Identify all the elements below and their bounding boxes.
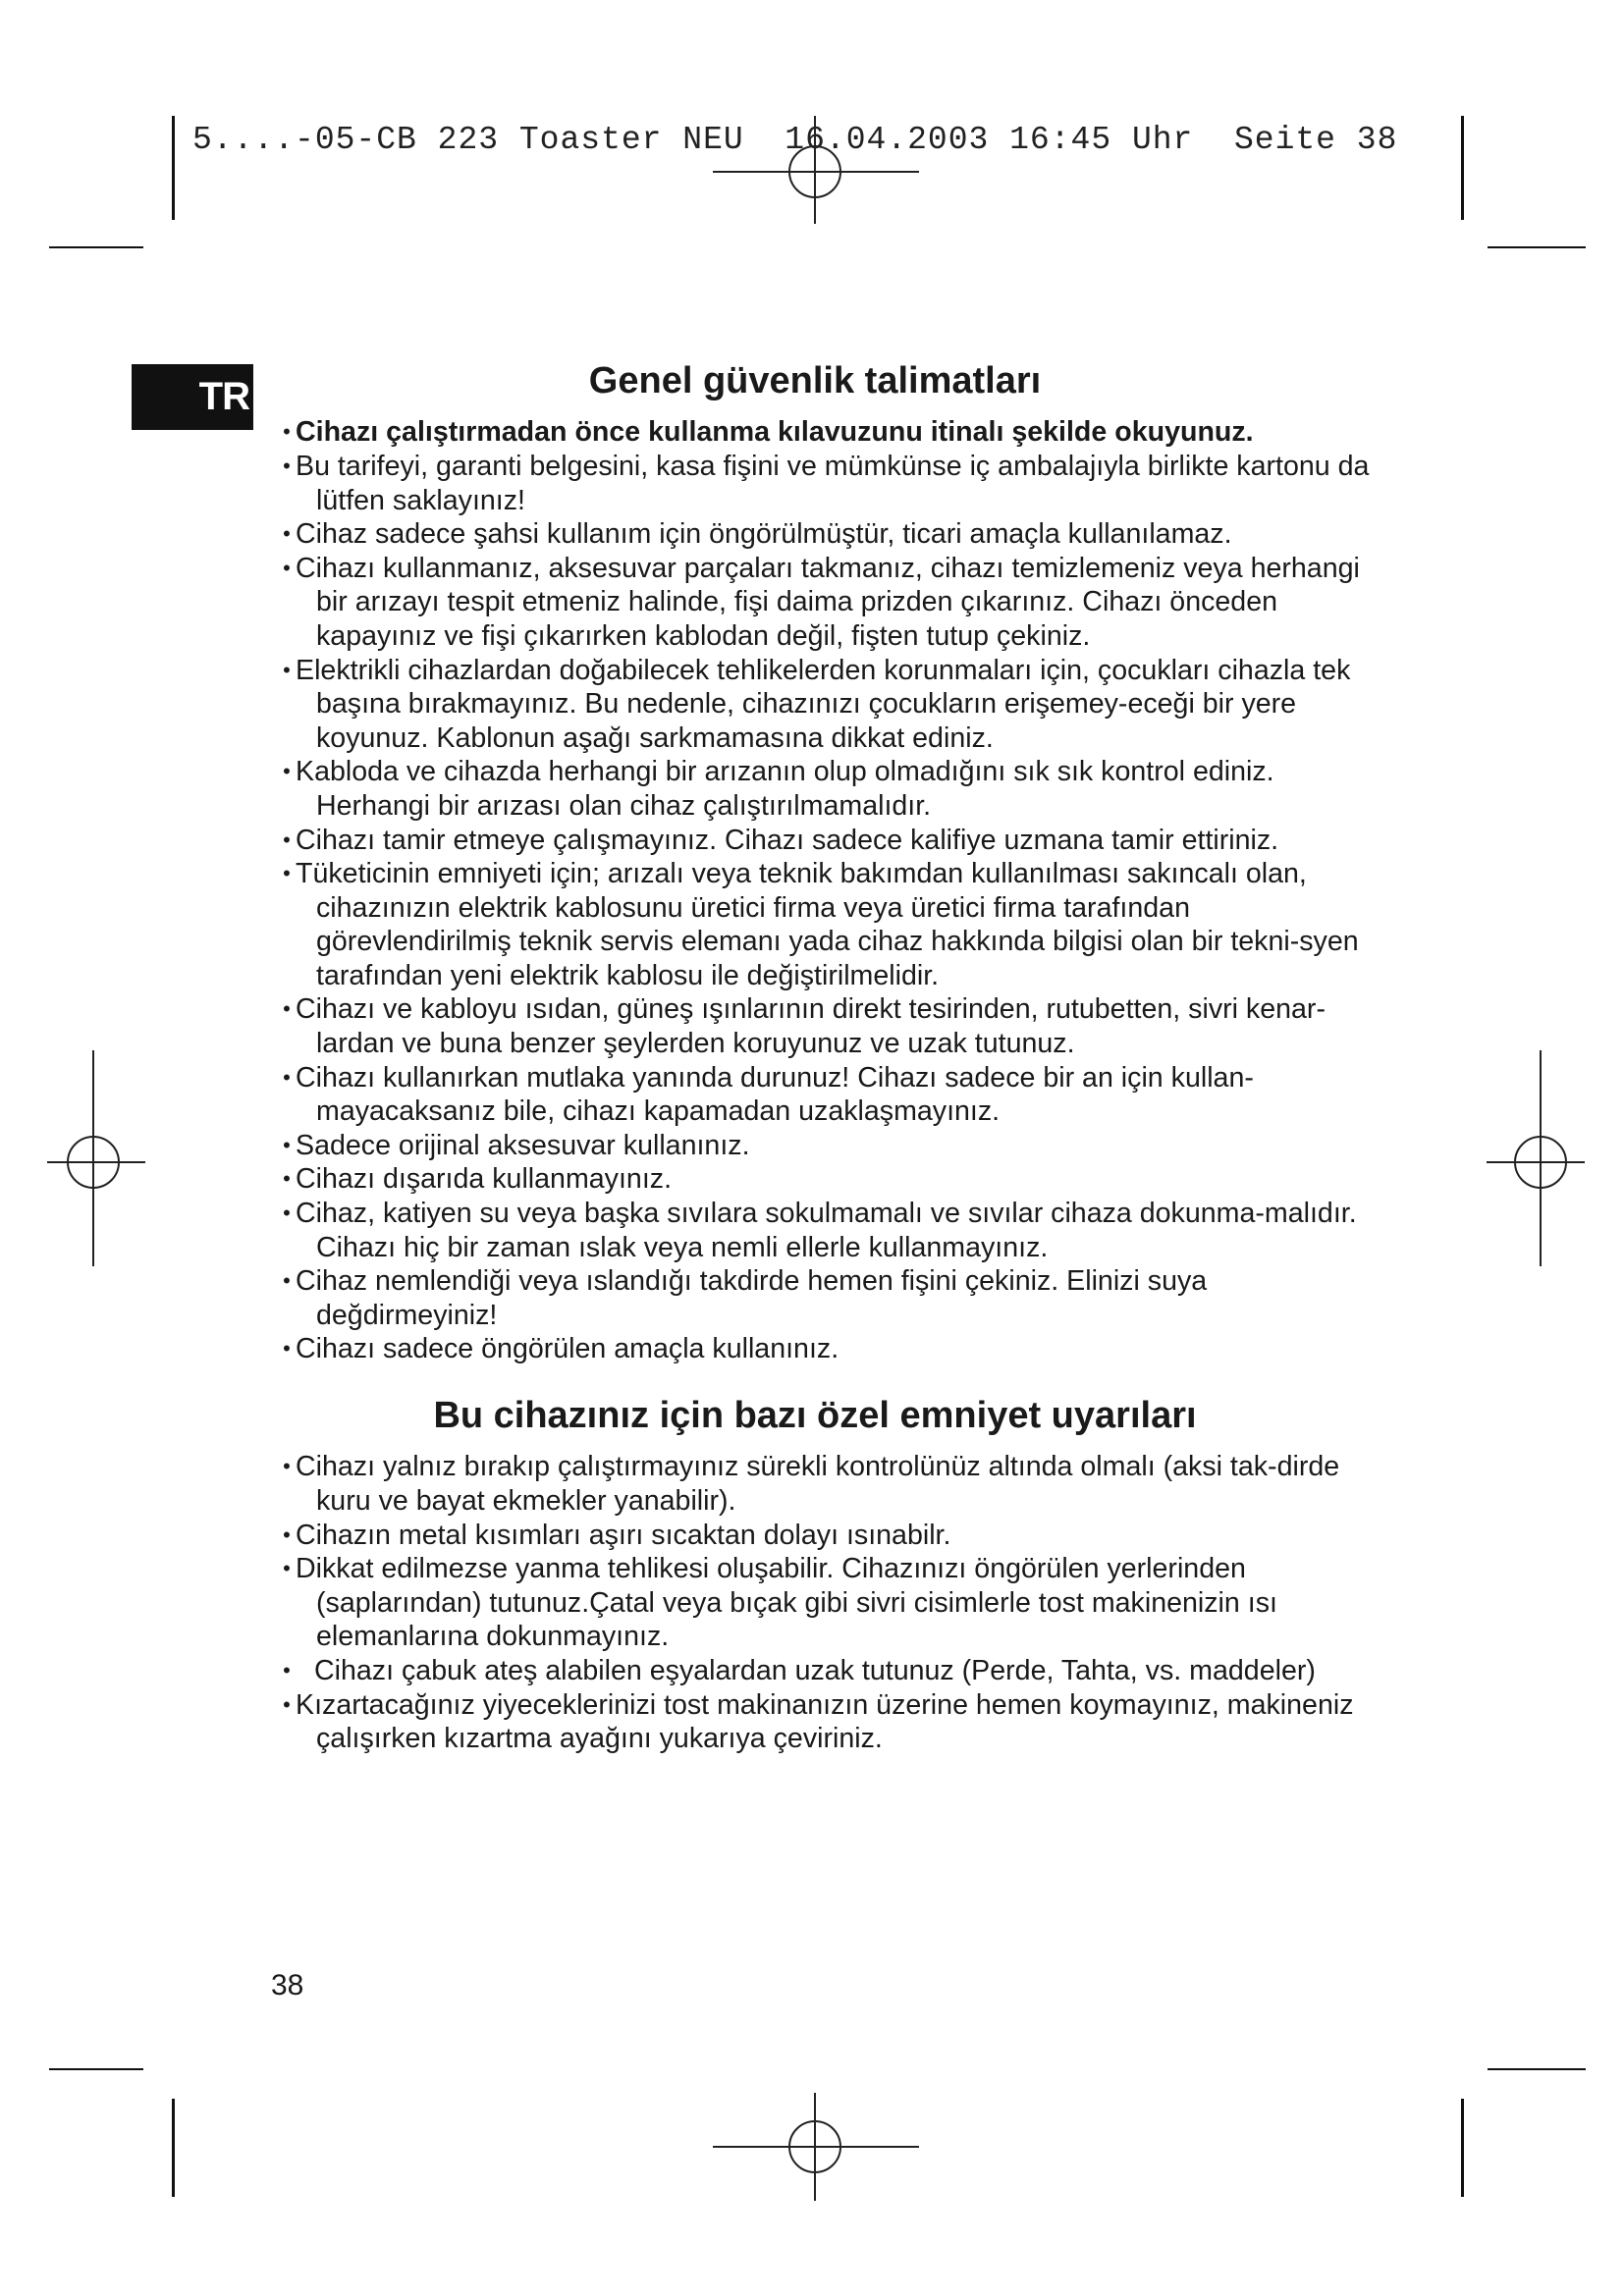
list-item: • Cihazı ve kabloyu ısıdan, güneş ışınlarının direkt tesirinden, rutubetten, sivri kenar-lardan ve buna benzer şeylerden koruyunuz ve uzak tutunuz.	[275, 992, 1375, 1060]
crop-mark-top-right-vertical	[1461, 116, 1464, 220]
list-item: • Cihaz, katiyen su veya başka sıvılara sokulmamalı ve sıvılar cihaza dokunma-malıdır. Cihazı hiç bir zaman ıslak veya nemli ellerle kullanmayınız.	[275, 1197, 1375, 1264]
list-item: • Cihaz nemlendiği veya ıslandığı takdirde hemen fişini çekiniz. Elinizi suya değdirmeyiniz!	[275, 1264, 1375, 1332]
list-item: • Dikkat edilmezse yanma tehlikesi oluşabilir. Cihazınızı öngörülen yerlerinden (saplarından) tutunuz.Çatal veya bıçak gibi sivri cisimlerle tost makinenizin ısı elemanlarına dokunmayınız.	[275, 1552, 1375, 1654]
list-item: • Cihazı kullanmanız, aksesuvar parçaları takmanız, cihazı temizlemeniz veya herhangi bir arızayı tespit etmeniz halinde, fişi daima prizden çıkarınız. Cihazı önceden kapayınız ve fişi çıkarırken kablodan değil, fişten tutup çekiniz.	[275, 552, 1375, 654]
general-safety-list	[275, 415, 1375, 1366]
list-item: • Cihazı sadece öngörülen amaçla kullanınız.	[275, 1332, 1375, 1366]
crop-mark-top-left-vertical	[172, 116, 175, 220]
section-title-general-safety: Genel güvenlik talimatları	[588, 360, 1042, 401]
list-item: • Cihaz sadece şahsi kullanım için öngörülmüştür, ticari amaçla kullanılamaz.	[275, 517, 1375, 552]
list-item: • Sadece orijinal aksesuvar kullanınız.	[275, 1129, 1375, 1163]
list-item: • Cihazı kullanırkan mutlaka yanında durunuz! Cihazı sadece bir an için kullan-mayacaksanız bile, cihazı kapamadan uzaklaşmayınız.	[275, 1061, 1375, 1129]
page-number: 38	[271, 1969, 304, 2002]
crop-mark-bottom-left-vertical	[172, 2099, 175, 2197]
list-item: • Cihazı yalnız bırakıp çalıştırmayınız sürekli kontrolünüz altında olmalı (aksi tak-dirde kuru ve bayat ekmekler yanabilir).	[275, 1450, 1375, 1518]
language-tab: TR	[132, 364, 253, 430]
registration-mark-bottom-icon	[713, 2093, 919, 2201]
list-item: • Kızartacağınız yiyeceklerinizi tost makinanızın üzerine hemen koymayınız, makineniz çalışırken kızartma ayağını yukarıya çeviriniz.	[275, 1688, 1375, 1756]
special-warnings-list	[275, 1450, 1375, 1755]
registration-mark-top-icon	[713, 116, 919, 224]
crop-mark-top-left-horizontal	[49, 246, 143, 248]
list-item: • Cihazın metal kısımları aşırı sıcaktan dolayı ısınabilr.	[275, 1519, 1375, 1553]
list-item: • Cihazı çalıştırmadan önce kullanma kılavuzunu itinalı şekilde okuyunuz.	[275, 415, 1375, 450]
main-content	[275, 357, 1375, 1756]
section-title-special-warnings: Bu cihazınız için bazı özel emniyet uyarıları	[433, 1395, 1197, 1437]
crop-mark-top-right-horizontal	[1488, 246, 1586, 248]
list-item: • Tüketicinin emniyeti için; arızalı veya teknik bakımdan kullanılması sakıncalı olan, cihazınızın elektrik kablosunu üretici firma veya üretici firma tarafından görevlendirilmiş teknik servis elemanı yada cihaz hakkında bilgisi olan bir tekni-syen tarafından yeni elektrik kablosu ile değiştirilmelidir.	[275, 857, 1375, 992]
list-item: • Cihazı tamir etmeye çalışmayınız. Cihazı sadece kalifiye uzmana tamir ettiriniz.	[275, 824, 1375, 858]
crop-mark-bottom-right-horizontal	[1488, 2068, 1586, 2070]
registration-mark-right-icon	[1487, 1050, 1585, 1266]
list-item: • Elektrikli cihazlardan doğabilecek tehlikelerden korunmaları için, çocukları cihazla tek başına bırakmayınız. Bu nedenle, cihazınızı çocukların erişemey-eceği bir yere koyunuz. Kablonun aşağı sarkmamasına dikkat ediniz.	[275, 654, 1375, 756]
list-item: • Cihazı dışarıda kullanmayınız.	[275, 1162, 1375, 1197]
crop-mark-bottom-left-horizontal	[49, 2068, 143, 2070]
registration-mark-left-icon	[47, 1050, 145, 1266]
list-item: • Cihazı çabuk ateş alabilen eşyalardan uzak tutunuz (Perde, Tahta, vs. maddeler)	[275, 1654, 1375, 1688]
crop-mark-bottom-right-vertical	[1461, 2099, 1464, 2197]
list-item: • Bu tarifeyi, garanti belgesini, kasa fişini ve mümkünse iç ambalajıyla birlikte kartonu da lütfen saklayınız!	[275, 450, 1375, 517]
list-item: • Kabloda ve cihazda herhangi bir arızanın olup olmadığını sık sık kontrol ediniz. Herhangi bir arızası olan cihaz çalıştırılmamalıdır.	[275, 755, 1375, 823]
print-slug-header: 5....-05-CB 223 Toaster NEU 16.04.2003 16:45 Uhr Seite 38	[192, 122, 1398, 158]
